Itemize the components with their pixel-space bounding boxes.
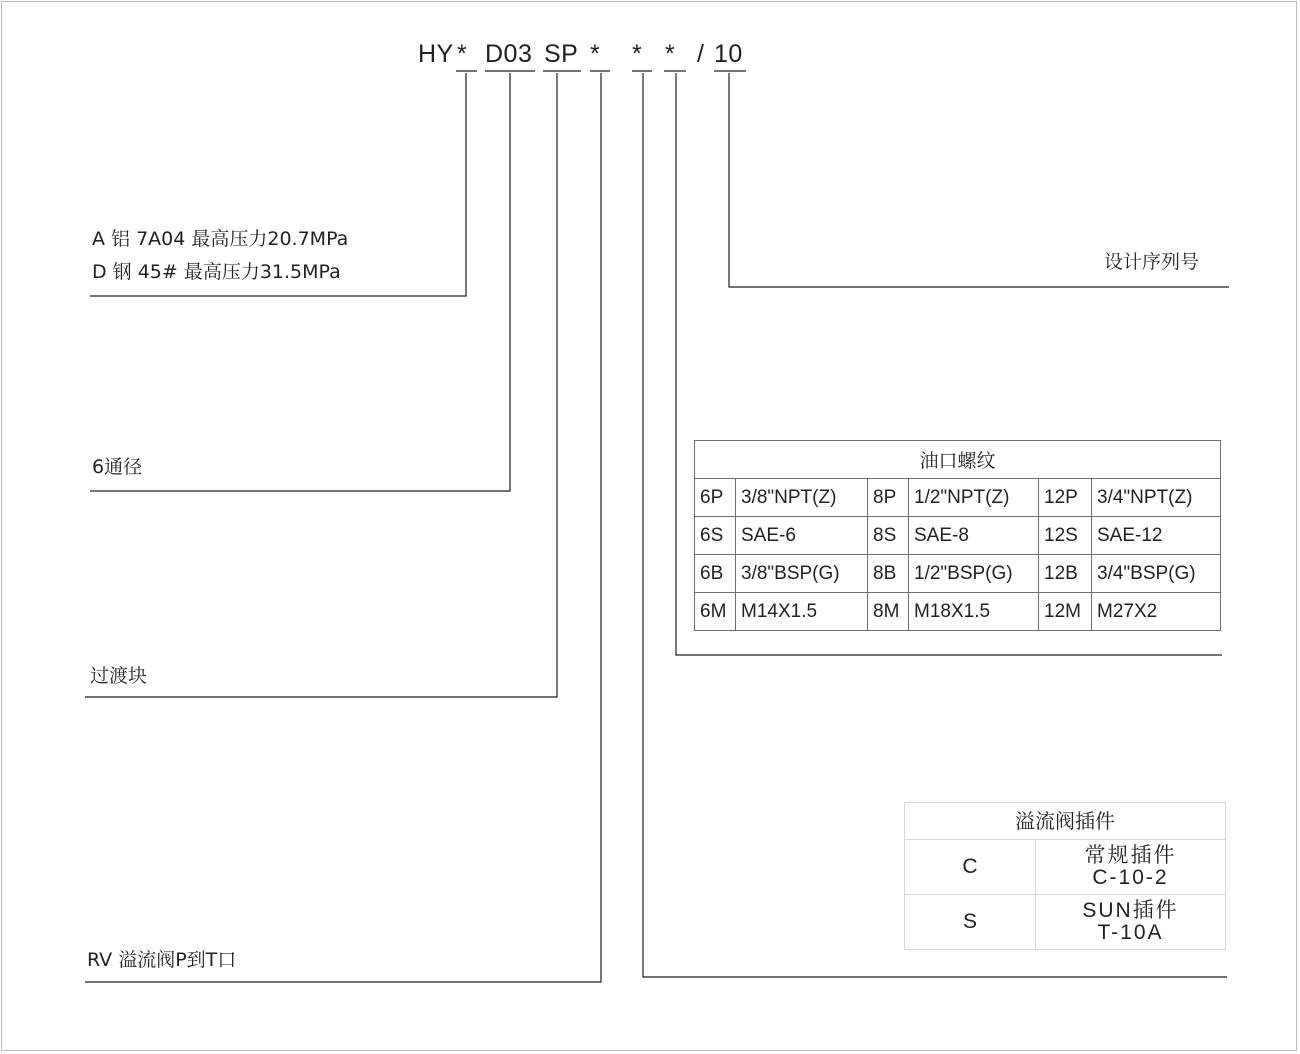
relief-cartridge-table [904, 802, 1226, 950]
thread-spec: 1/2"BSP(G) [909, 555, 1039, 593]
thread-spec: 3/4"BSP(G) [1092, 555, 1221, 593]
cartridge-code: S [905, 895, 1036, 950]
thread-code: 12B [1039, 555, 1092, 593]
thread-spec: 3/4"NPT(Z) [1092, 479, 1221, 517]
thread-spec: M14X1.5 [736, 593, 868, 631]
adapter-label: 过渡块 [90, 665, 148, 687]
code-size: D03 [485, 40, 533, 68]
leader-relief [85, 73, 601, 982]
thread-spec: SAE-8 [909, 517, 1039, 555]
thread-spec: 1/2"NPT(Z) [909, 479, 1039, 517]
table-row [695, 555, 1221, 593]
code-material-placeholder: * [457, 40, 468, 68]
cartridge-name: 常规插件 [1084, 843, 1177, 867]
port-thread-title: 油口螺纹 [695, 441, 1221, 479]
thread-code: 8S [868, 517, 909, 555]
thread-code: 12P [1039, 479, 1092, 517]
cartridge-name: SUN插件 [1082, 898, 1179, 922]
relief-label: RV 溢流阀P到T口 [87, 949, 237, 971]
code-port-placeholder: * [665, 40, 676, 68]
thread-spec: 3/8"NPT(Z) [736, 479, 868, 517]
thread-spec: M27X2 [1092, 593, 1221, 631]
table-row [695, 593, 1221, 631]
thread-code: 6B [695, 555, 736, 593]
code-relief-placeholder: * [590, 40, 601, 68]
cartridge-code: C [905, 840, 1036, 895]
code-series: HY [418, 40, 454, 68]
table-row [695, 517, 1221, 555]
thread-code: 6S [695, 517, 736, 555]
thread-spec: SAE-12 [1092, 517, 1221, 555]
leader-adapter [85, 73, 557, 697]
relief-cartridge-title: 溢流阀插件 [905, 803, 1226, 840]
thread-code: 6M [695, 593, 736, 631]
thread-code: 6P [695, 479, 736, 517]
cartridge-model: C-10-2 [1092, 866, 1169, 889]
code-slash: / [697, 40, 705, 68]
thread-spec: M18X1.5 [909, 593, 1039, 631]
thread-code: 8B [868, 555, 909, 593]
table-row [905, 895, 1226, 950]
material-option-a: A 铝 7A04 最高压力20.7MPa [92, 228, 349, 250]
table-row [695, 479, 1221, 517]
thread-code: 12S [1039, 517, 1092, 555]
table-row [905, 840, 1226, 895]
cartridge-desc [1036, 895, 1226, 950]
thread-spec: SAE-6 [736, 517, 868, 555]
cartridge-desc [1036, 840, 1226, 895]
bore-label: 6通径 [92, 456, 143, 478]
code-serial: 10 [714, 40, 743, 68]
port-thread-table [694, 440, 1221, 631]
code-type: SP [544, 40, 579, 68]
code-cartridge-placeholder: * [632, 40, 643, 68]
thread-code: 12M [1039, 593, 1092, 631]
material-option-d: D 钢 45# 最高压力31.5MPa [92, 261, 341, 283]
thread-spec: 3/8"BSP(G) [736, 555, 868, 593]
design-serial-label: 设计序列号 [1104, 251, 1200, 273]
thread-code: 8P [868, 479, 909, 517]
cartridge-model: T-10A [1097, 921, 1164, 944]
thread-code: 8M [868, 593, 909, 631]
